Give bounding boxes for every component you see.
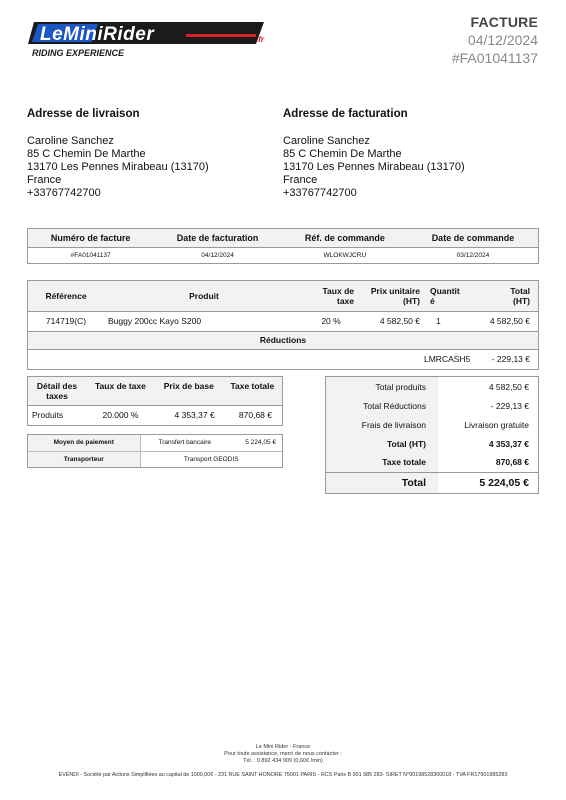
total-products-value: 4 582,50 € (488, 381, 529, 392)
delivery-country: France (27, 174, 62, 186)
grand-total-value: 5 224,05 € (438, 472, 538, 493)
payment-method-amount: 5 224,05 € (234, 435, 282, 451)
row-total: 4 582,50 € (489, 316, 530, 326)
row-reference: 714719(C) (45, 316, 87, 326)
reductions-heading: Réductions (28, 331, 538, 349)
shipping-label: Frais de livraison (326, 415, 438, 434)
col-total: Total (HT) (474, 281, 538, 311)
tax-detail-table (27, 376, 283, 426)
delivery-phone: +33767742700 (27, 187, 101, 199)
info-number: #FA01041137 (70, 251, 111, 259)
col-reference: Référence (28, 281, 104, 311)
invoice-number: #FA01041137 (451, 50, 538, 66)
billing-name: Caroline Sanchez (283, 135, 370, 147)
billing-street: 85 C Chemin De Marthe (283, 148, 402, 160)
payment-table (27, 434, 283, 468)
delivery-name: Caroline Sanchez (27, 135, 114, 147)
footer-legal: EVENDI - Société par Actions Simplifiées au capital de 1000,00€ - 231 RUE SAINT HONORE 75001 PARIS - RCS Paris B 901 985 283- SIRET N°90198528300018 - TVA FR17901985283 (58, 772, 508, 778)
logo-suffix: .fr (256, 35, 264, 44)
row-unit-price: 4 582,50 € (379, 316, 420, 326)
reduction-amount: - 229,13 € (491, 354, 530, 365)
footer-line-3: Tél. : 0 892 434 909 (0,60€ /min) (243, 758, 323, 764)
total-reductions-label: Total Réductions (326, 396, 438, 415)
tax-row-rate: 20.000 % (102, 410, 139, 421)
col-product: Produit (104, 281, 304, 311)
footer-line-1: Le Mini Rider - France (255, 744, 311, 750)
tax-row-label: Produits (32, 410, 64, 421)
totals-table (325, 376, 539, 494)
payment-method-label: Moyen de paiement (28, 435, 140, 451)
delivery-heading: Adresse de livraison (27, 108, 140, 120)
tax-col-rate: Taux de taxe (86, 377, 155, 405)
svg-text:.fr (256, 35, 265, 44)
billing-address (283, 108, 533, 200)
payment-method-value: Transfert bancaire (140, 435, 234, 451)
table-row (28, 405, 282, 425)
tax-col-detail: Détail des taxes (28, 377, 86, 405)
logo-tagline: RIDING EXPERIENCE (32, 48, 125, 58)
billing-heading: Adresse de facturation (283, 108, 408, 120)
svg-text:RIDING EXPERIENCE (32, 48, 125, 58)
shipping-value: Livraison gratuite (464, 419, 529, 430)
carrier-value: Transport GEODIS (183, 455, 239, 463)
reduction-row (28, 349, 538, 369)
col-quantity: Quantit é (424, 281, 474, 311)
billing-city: 13170 Les Pennes Mirabeau (13170) (283, 161, 465, 173)
row-product: Buggy 200cc Kayo S200 (108, 316, 202, 326)
total-ht-label: Total (HT) (326, 434, 438, 453)
total-reductions-value: - 229,13 € (490, 400, 529, 411)
invoice-header (452, 14, 538, 66)
row-tax: 20 % (321, 316, 341, 326)
invoice-date: 04/12/2024 (467, 32, 538, 48)
info-header-number: Numéro de facture (28, 229, 153, 247)
row-qty: 1 (436, 316, 441, 326)
products-table (27, 280, 539, 370)
total-tax-label: Taxe totale (326, 453, 438, 472)
brand-logo (28, 18, 278, 60)
billing-country: France (283, 174, 318, 186)
footer-contact (0, 744, 566, 765)
col-unit-price: Prix unitaire (HT) (358, 281, 424, 311)
info-header-order-date: Date de commande (408, 229, 538, 247)
logo-text: LeMiniRider (40, 24, 155, 45)
info-header-order-ref: Réf. de commande (282, 229, 408, 247)
delivery-city: 13170 Les Pennes Mirabeau (13170) (27, 161, 209, 173)
tax-col-base: Prix de base (155, 377, 223, 405)
delivery-address (27, 108, 277, 200)
carrier-label: Transporteur (28, 451, 140, 467)
delivery-street: 85 C Chemin De Marthe (27, 148, 146, 160)
reduction-code: LMRCASH5 (424, 354, 471, 365)
info-header-invoice-date: Date de facturation (153, 229, 281, 247)
tax-row-total: 870,68 € (238, 410, 272, 421)
total-ht-value: 4 353,37 € (488, 438, 529, 449)
info-invoice-date: 04/12/2024 (201, 251, 234, 259)
total-products-label: Total produits (326, 377, 438, 396)
billing-phone: +33767742700 (283, 187, 357, 199)
footer-line-2: Pour toute assistance, merci de nous contacter : (224, 751, 342, 757)
tax-col-total: Taxe totale (223, 377, 282, 405)
info-order-date: 03/12/2024 (456, 251, 490, 259)
grand-total-label: Total (326, 472, 438, 493)
table-row (28, 311, 538, 331)
col-tax-rate: Taux de taxe (304, 281, 358, 311)
svg-text:LeMiniRider (40, 24, 155, 45)
invoice-info-table (27, 228, 539, 264)
total-tax-value: 870,68 € (495, 457, 529, 468)
invoice-title: FACTURE (470, 14, 538, 30)
info-order-ref: WLOKWJCRU (323, 251, 367, 259)
tax-row-base: 4 353,37 € (174, 410, 215, 421)
